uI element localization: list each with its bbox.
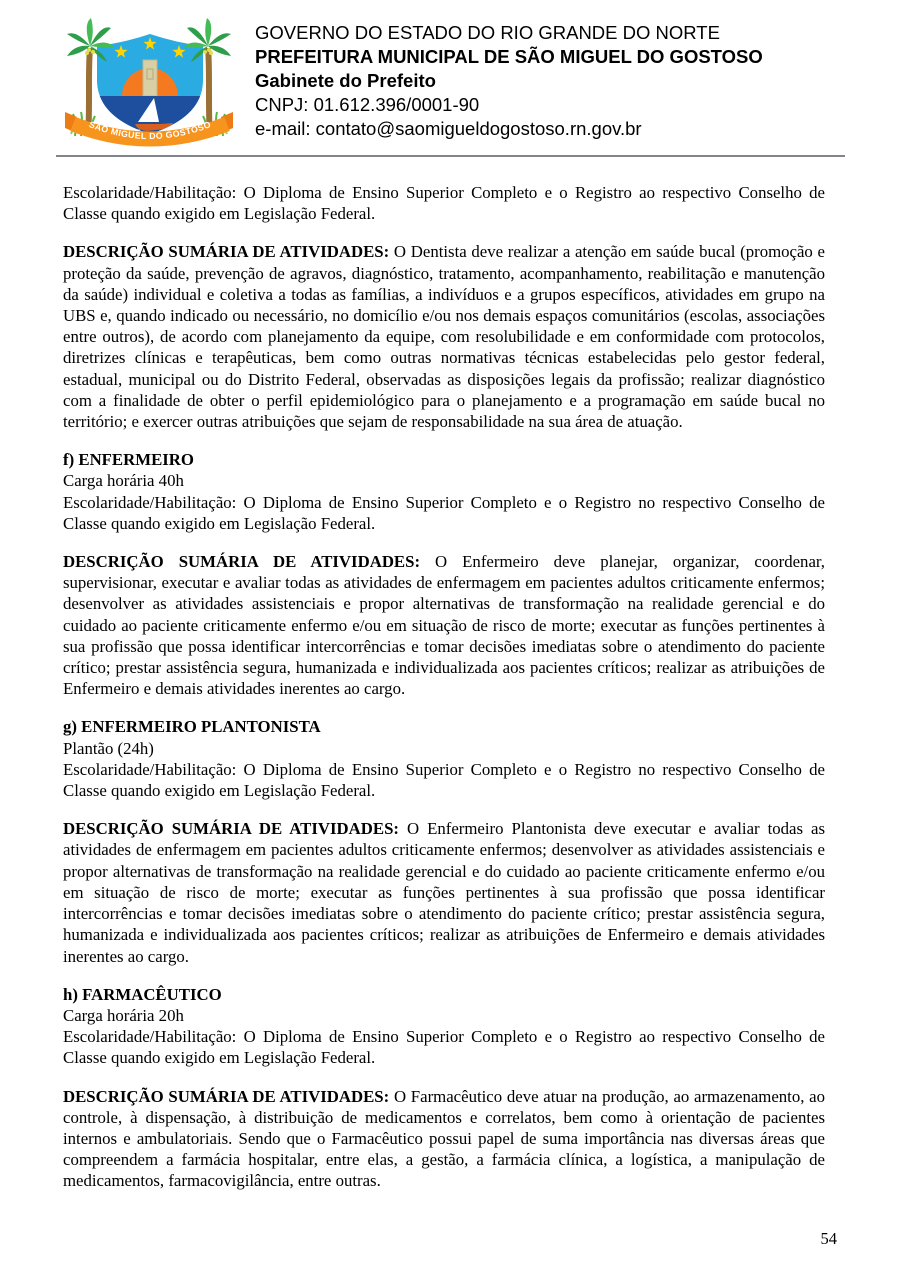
paragraph-descricao-enfermeiro (63, 551, 825, 699)
section-heading-enfermeiro-plantonista: g) ENFERMEIRO PLANTONISTA (63, 717, 321, 737)
carga-horaria-enfermeiro: Carga horária 40h (63, 471, 184, 491)
shield (97, 34, 203, 138)
paragraph-descricao-dentista (63, 241, 825, 432)
section-enfermeiro (63, 449, 825, 534)
email-line: e-mail: contato@saomigueldogostoso.rn.gov.br (255, 118, 642, 139)
paragraph-descricao-farmaceutico (63, 1086, 825, 1192)
escolaridade-farmaceutico: Escolaridade/Habilitação: O Diploma de Ensino Superior Completo e o Registro ao respectivo Conselho de Classe quando exigido em Legislação Federal. (63, 1027, 825, 1068)
letterhead-text (255, 14, 763, 141)
municipality-line: PREFEITURA MUNICIPAL DE SÃO MIGUEL DO GOSTOSO (255, 46, 763, 67)
carga-horaria-farmaceutico: Carga horária 20h (63, 1005, 184, 1025)
section-heading-enfermeiro: f) ENFERMEIRO (63, 450, 194, 470)
section-heading-farmaceutico: h) FARMACÊUTICO (63, 984, 222, 1004)
descricao-label: DESCRIÇÃO SUMÁRIA DE ATIVIDADES: (63, 242, 390, 262)
document-body (63, 182, 825, 1192)
office-line: Gabinete do Prefeito (255, 70, 436, 91)
escolaridade-enfermeiro-plantonista: Escolaridade/Habilitação: O Diploma de Ensino Superior Completo e o Registro no respectivo Conselho de Classe quando exigido em Legislação Federal. (63, 759, 825, 801)
descricao-label: DESCRIÇÃO SUMÁRIA DE ATIVIDADES: (63, 552, 421, 572)
descricao-text: O Dentista deve realizar a atenção em saúde bucal (promoção e proteção da saúde, prevenção de agravos, diagnóstico, tratamento, acompanhamento, reabilitação e manutenção da saúde) individual e coletiva a todas as famílias, a indivíduos e a grupos específicos, atividades em grupo na UBS e, quando indicado ou necessário, no domicílio e/ou nos demais espaços comunitários (escolas, associações entre outros), de acordo com planejamento da equipe, com resolubilidade e em conformidade com protocolos, diretrizes clínicas e terapêuticas, bem como outras normativas técnicas estabelecidas pelo gestor federal, estadual, municipal ou do Distrito Federal, observadas as disposições legais da profissão; realizar diagnóstico com a finalidade de obter o perfil epidemiológico para o planejamento e a programação em saúde bucal no território; e exercer outras atribuições que sejam de responsabilidade na sua área de atuação. (63, 242, 825, 432)
descricao-text: O Enfermeiro deve planejar, organizar, coordenar, supervisionar, executar e avaliar todas as atividades de enfermagem em pacientes adultos criticamente enfermos; desenvolver as atividades assistenciais e propor alternativas de transformação na realidade gerencial e do cuidado ao paciente criticamente enfermo e/ou em situação de risco de morte; executar as funções pertinentes à sua profissão que possa identificar intercorrências e tomar decisões imediatas sobre o atendimento do paciente crítico; prestar assistência segura, humanizada e individualizada aos pacientes críticos; realizar as atribuições de Enfermeiro e demais atividades inerentes ao cargo. (63, 552, 825, 699)
descricao-text: O Farmacêutico deve atuar na produção, ao armazenamento, ao controle, à dispensação, à distribuição de medicamentos e correlatos, bem como à orientação de pacientes internos e ambulatoriais. Sendo que o Farmacêutico possui papel de suma importância nas diversas áreas que compreendem a farmácia hospitalar, entre elas, a gestão, a farmácia clínica, a logística, a manipulação de medicamentos, farmacovigilância, entre outras. (63, 1086, 825, 1191)
descricao-label: DESCRIÇÃO SUMÁRIA DE ATIVIDADES: (63, 1086, 390, 1106)
banner-text: SÃO MIGUEL DO GOSTOSO (87, 119, 213, 142)
descricao-label: DESCRIÇÃO SUMÁRIA DE ATIVIDADES: (63, 819, 400, 839)
escolaridade-enfermeiro: Escolaridade/Habilitação: O Diploma de Ensino Superior Completo e o Registro no respectivo Conselho de Classe quando exigido em Legislação Federal. (63, 492, 825, 533)
letterhead (63, 14, 763, 150)
government-line: GOVERNO DO ESTADO DO RIO GRANDE DO NORTE (255, 22, 720, 43)
cnpj-line: CNPJ: 01.612.396/0001-90 (255, 94, 480, 115)
descricao-text: O Enfermeiro Plantonista deve executar e avaliar todas as atividades de enfermagem em pacientes adultos criticamente enfermos; desenvolver as atividades assistenciais e propor alternativas de transformação na realidade gerencial e do cuidado ao paciente criticamente enfermo e/ou em situação de risco de morte; executar as funções pertinentes à sua profissão que possa identificar intercorrências e tomar decisões imediatas sobre o atendimento do paciente crítico; prestar assistência segura, humanizada e individualizada aos pacientes críticos; realizar as atribuições de Enfermeiro e demais atividades inerentes ao cargo. (63, 819, 825, 966)
section-farmaceutico (63, 984, 825, 1069)
page-number: 54 (820, 1229, 837, 1248)
section-enfermeiro-plantonista (63, 716, 825, 801)
paragraph-descricao-enfermeiro-plantonista (63, 818, 825, 966)
lighthouse-icon (143, 60, 157, 96)
paragraph-escolaridade-dentista: Escolaridade/Habilitação: O Diploma de Ensino Superior Completo e o Registro ao respectivo Conselho de Classe quando exigido em Legislação Federal. (63, 183, 825, 224)
header-divider (56, 155, 845, 157)
municipal-coat-of-arms-icon (63, 14, 235, 150)
plantao-enfermeiro-plantonista: Plantão (24h) (63, 738, 154, 758)
